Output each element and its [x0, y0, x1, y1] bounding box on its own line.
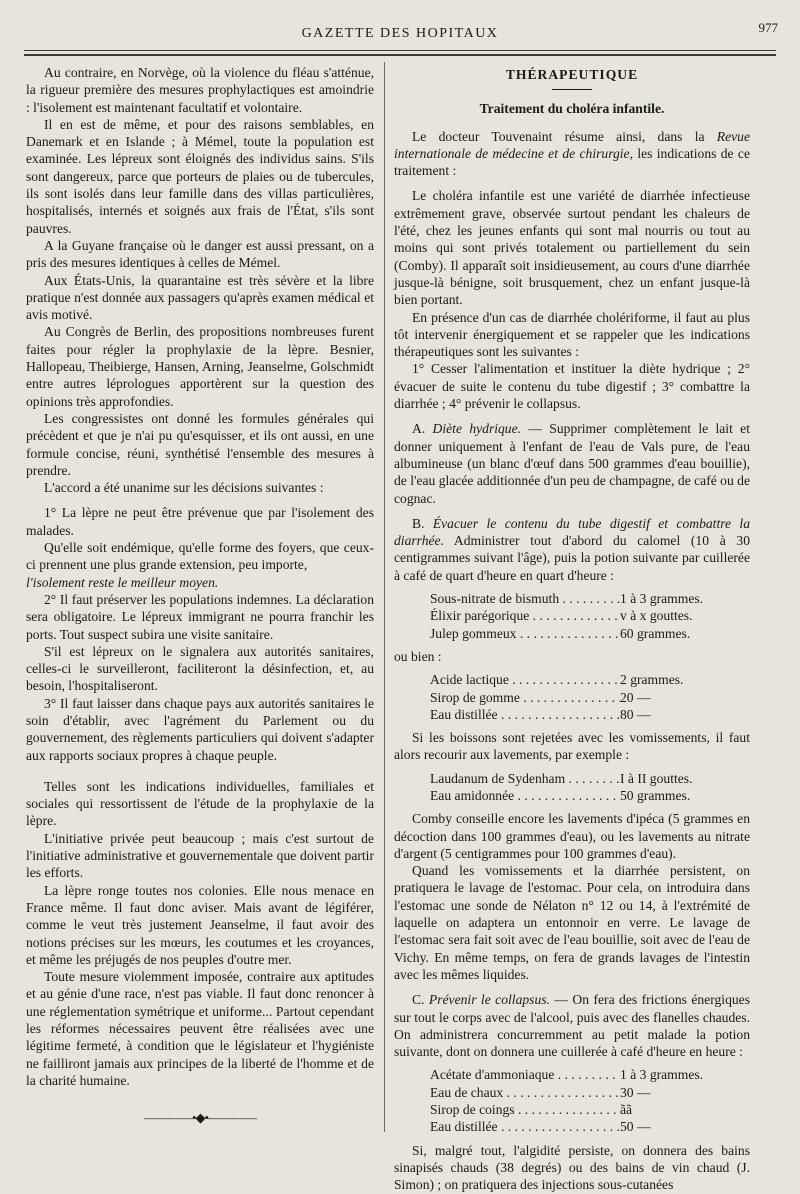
paragraph: A la Guyane française où le danger est aussi pressant, on a pris des mesures identiques à celles de Mémel.: [26, 237, 374, 271]
ingredient: Eau de chaux . . .: [430, 1084, 620, 1101]
paragraph: 2° Il faut préserver les populations indemnes. La déclaration sera obligatoire. Le lépreux immigrant ne pourra franchir les ports. Tout suspect subira une visite sanitaire.: [26, 591, 374, 642]
paragraph: Aux États-Unis, la quarantaine est très sévère et la libre pratique n'est donnée aux passagers qu'après examen médical et avis motivé.: [26, 272, 374, 323]
prescription-line: [430, 689, 750, 706]
dose: ãã: [620, 1102, 633, 1118]
dose: 1 à 3 grammes.: [620, 591, 704, 607]
end-ornament: ————•◆•————: [143, 1110, 257, 1126]
paragraph: L'accord a été unanime sur les décisions suivantes :: [44, 480, 324, 496]
paragraph: Les congressistes ont donné les formules générales qui précèdent et que je n'ai pu qu'esquisser, et ils ont aussi, en une formule concise, réuni, synthétisé l'ensemble des mesures à prendre.: [26, 410, 374, 478]
header-rule-thick: [24, 54, 776, 56]
ingredient: Acide lactique . . .: [430, 671, 620, 688]
section-c: [394, 991, 750, 1060]
journal-name: Revue internationale de médecine et de chirurgie: [394, 128, 750, 161]
paragraph: S'il est lépreux on le signalera aux autorités sanitaires, celles-ci le surveilleront, faciliteront la désinfection, et, au besoin, l'hospitaliseront.: [26, 643, 374, 694]
page-number: 977: [758, 20, 778, 35]
dose: 30 —: [620, 1084, 651, 1100]
paragraph: 1° Cesser l'alimentation et instituer la diète hydrique ; 2° évacuer de suite le contenu du tube digestif ; 3° combattre la diarrhée ; 4° prévenir le collapsus.: [394, 361, 750, 412]
paragraph: Si les boissons sont rejetées avec les vomissements, il faut alors recourir aux lavements, par exemple :: [394, 730, 750, 763]
dose: 50 —: [620, 1119, 651, 1135]
paragraph: Au contraire, en Norvège, où la violence du fléau s'atténue, la rigueur première des mesures prophylactiques est amoindrie : l'isolement est maintenant facultatif et volontaire.: [26, 65, 374, 115]
section-b: [394, 515, 750, 584]
intro-paragraph: [394, 128, 750, 180]
running-title: GAZETTE DES HOPITAUX: [301, 26, 499, 41]
prescription-line: [430, 706, 750, 723]
prescription-1: [430, 590, 750, 642]
column-divider: [384, 62, 385, 1132]
ingredient: Eau distillée . . .: [430, 1118, 620, 1135]
section-a: [394, 420, 750, 506]
prescription-line: [430, 671, 750, 688]
section-label: B.: [412, 515, 433, 531]
dose: I à II gouttes.: [620, 770, 693, 786]
paragraph: Le choléra infantile est une variété de diarrhée infectieuse extrêmement grave, observée surtout pendant les chaleurs de l'été, chez les jeunes enfants qui sont mal nourris ou tout au moins qui sont privés totalement ou partiellement du sein (Comby). Il apparaît soit insidieusement, au cours d'une diarrhée jusque-là bénigne, soit brusquement, chez un enfant jusque-là bien portant.: [394, 188, 750, 308]
header-rule-thin: [24, 50, 776, 51]
paragraph: Il en est de même, et pour des raisons semblables, en Danemark et en Islande ; à Mémel, toute la population est examinée. Les lépreux sont éloignés des individus sains. S'ils sont dangereux, parce que porteurs de plaies ou de tubercules, ils sont isolés dans leur famille dans des villas particulières, hospitalisés, internés et soignés aux frais de l'État, s'ils sont pauvres.: [26, 116, 374, 236]
prescription-line: [430, 787, 750, 804]
paragraph: Au Congrès de Berlin, des propositions nombreuses furent faites pour régler la prophylaxie de la lèpre. Besnier, Hallopeau, Theibierge, Hansen, Arning, Jeanselme, Golschmidt entre autres léprologues apportèrent sur la question des opinions très approfondies.: [26, 324, 374, 409]
dose: v à x gouttes.: [620, 608, 693, 624]
ingredient: Laudanum de Sydenham . . .: [430, 770, 620, 787]
prescription-line: [430, 1118, 750, 1135]
ingredient: Élixir parégorique . . .: [430, 607, 620, 624]
article-title: Traitement du choléra infantile.: [479, 101, 665, 117]
paragraph: La lèpre ronge toutes nos colonies. Elle nous menace en France même. Il faut donc aviser. Mais avant de légiférer, comme le veut très justement Jeanselme, il faut avoir des notions précises sur les mœurs, les coutumes et les croyances, et même les préjugés de nos peuples d'outre mer.: [26, 882, 374, 967]
paragraph: Telles sont les indications individuelles, familiales et sociales qui ressortissent de l'étude de la prophylaxie de la lèpre.: [26, 778, 374, 829]
paragraph: L'initiative privée peut beaucoup ; mais c'est surtout de l'initiative administrative et gouvernementale que doivent partir les efforts.: [26, 830, 374, 881]
paragraph: Quand les vomissements et la diarrhée persistent, on pratiquera le lavage de l'estomac. Pour cela, on introduira dans l'estomac une sonde de Nélaton n° 12 ou 14, à l'extrémité de laquelle on adaptera un entonnoir en verre. Le lavage de l'estomac sera fait soit avec de l'eau bouillie, soit avec de l'eau de Vichy. En même temps, on fera de grands lavages de l'intestin avec les mêmes liquides.: [394, 863, 750, 982]
prescription-line: [430, 1066, 750, 1083]
prescription-line: [430, 607, 750, 624]
ingredient: Eau amidonnée . . .: [430, 787, 620, 804]
left-column: [26, 64, 374, 1127]
dose: 20 —: [620, 689, 651, 705]
ingredient: Sirop de gomme . . .: [430, 689, 620, 706]
prescription-line: [430, 770, 750, 787]
intro-text-end: , les indications de ce traitement :: [394, 145, 750, 179]
paragraph: 3° Il faut laisser dans chaque pays aux autorités sanitaires le soin d'établir, avec l'agrément du Parlement ou du gouvernement, des règlements particuliers qui doivent s'adapter aux rapports sociaux propres à chaque peuple.: [26, 695, 374, 763]
ingredient: Acétate d'ammoniaque . . .: [430, 1066, 620, 1083]
ingredient: Eau distillée . . .: [430, 706, 620, 723]
section-heading: Diète hydrique.: [432, 421, 522, 437]
section-title: THÉRAPEUTIQUE: [505, 67, 639, 82]
paragraph: Si, malgré tout, l'algidité persiste, on donnera des bains sinapisés chauds (38 degrés) ou des bains de vin chaud (J. Simon) ; on pratiquera des injections sous-cutanées: [394, 1142, 750, 1193]
paragraph: Qu'elle soit endémique, qu'elle forme des foyers, que ceux-ci prennent une plus grande extension, peu importe,: [26, 540, 374, 573]
right-column: [394, 64, 750, 1194]
ou-bien: ou bien :: [394, 648, 442, 664]
dose: 50 grammes.: [620, 787, 691, 803]
dose: 1 à 3 grammes.: [620, 1067, 704, 1083]
ingredient: Sous-nitrate de bismuth . . .: [430, 590, 620, 607]
prescription-line: [430, 1084, 750, 1101]
section-text: — Supprimer complètement le lait et donner uniquement à l'enfant de l'eau de Vals pure, de l'eau albumineuse (un blanc d'œuf dans 500 grammes d'eau bouillie), de l'eau glacée additionnée d'un peu de champagne, de café ou de cognac.: [394, 421, 750, 506]
section-text: Administrer tout d'abord du calomel (10 à 30 centigrammes suivant l'âge), puis la potion suivante par cuillerée à café de quart d'heure en quart d'heure :: [394, 533, 750, 583]
dose: 2 grammes.: [620, 672, 684, 688]
prescription-line: [430, 1101, 750, 1118]
page-header: [20, 18, 780, 46]
section-heading: Prévenir le collapsus.: [428, 992, 550, 1008]
section-label: C.: [412, 992, 429, 1008]
paragraph: Toute mesure violemment imposée, contraire aux aptitudes et au génie d'une race, n'est pas viable. Il faut donc renoncer à une réglementation symétrique et uniforme... Partout cependant les réformes nécessaires peuvent être réalisées avec une légitime fermeté, à condition que le législateur et l'hygiéniste ne failliront jamais aux principes de la liberté de l'homme et de la charité humaine.: [26, 969, 374, 1088]
ingredient: Julep gommeux . . .: [430, 625, 620, 642]
prescription-line: [430, 625, 750, 642]
dose: 80 —: [620, 706, 651, 722]
prescription-4: [430, 1066, 750, 1135]
section-rule: [552, 89, 592, 90]
paragraph: 1° La lèpre ne peut être prévenue que par l'isolement des malades.: [26, 505, 374, 538]
paragraph: En présence d'un cas de diarrhée cholériforme, il faut au plus tôt intervenir énergiquement et se rappeler que les indications thérapeutiques sont les suivantes :: [394, 309, 750, 360]
section-label: A.: [412, 421, 433, 437]
paragraph: Comby conseille encore les lavements d'ipéca (5 grammes en décoction dans 100 grammes d'eau), ou les lavements au nitrate d'argent (5 centigrammes pour 100 grammes d'eau).: [394, 811, 750, 861]
section-heading: Évacuer le contenu du tube digestif et combattre la diarrhée.: [394, 515, 750, 549]
italic-line: l'isolement reste le meilleur moyen.: [26, 574, 219, 590]
dose: 60 grammes.: [620, 625, 691, 641]
section-text: — On fera des frictions énergiques sur tout le corps avec de l'alcool, puis avec des flanelles chaudes. On administrera concurremment au petit malade la potion suivante, dont on donnera une cuillerée à café d'heure en heure :: [394, 992, 750, 1060]
prescription-2: [430, 671, 750, 723]
prescription-line: [430, 590, 750, 607]
intro-text: Le docteur Touvenaint résume ainsi, dans la: [412, 128, 717, 144]
prescription-3: [430, 770, 750, 805]
ingredient: Sirop de coings . . .: [430, 1101, 620, 1118]
